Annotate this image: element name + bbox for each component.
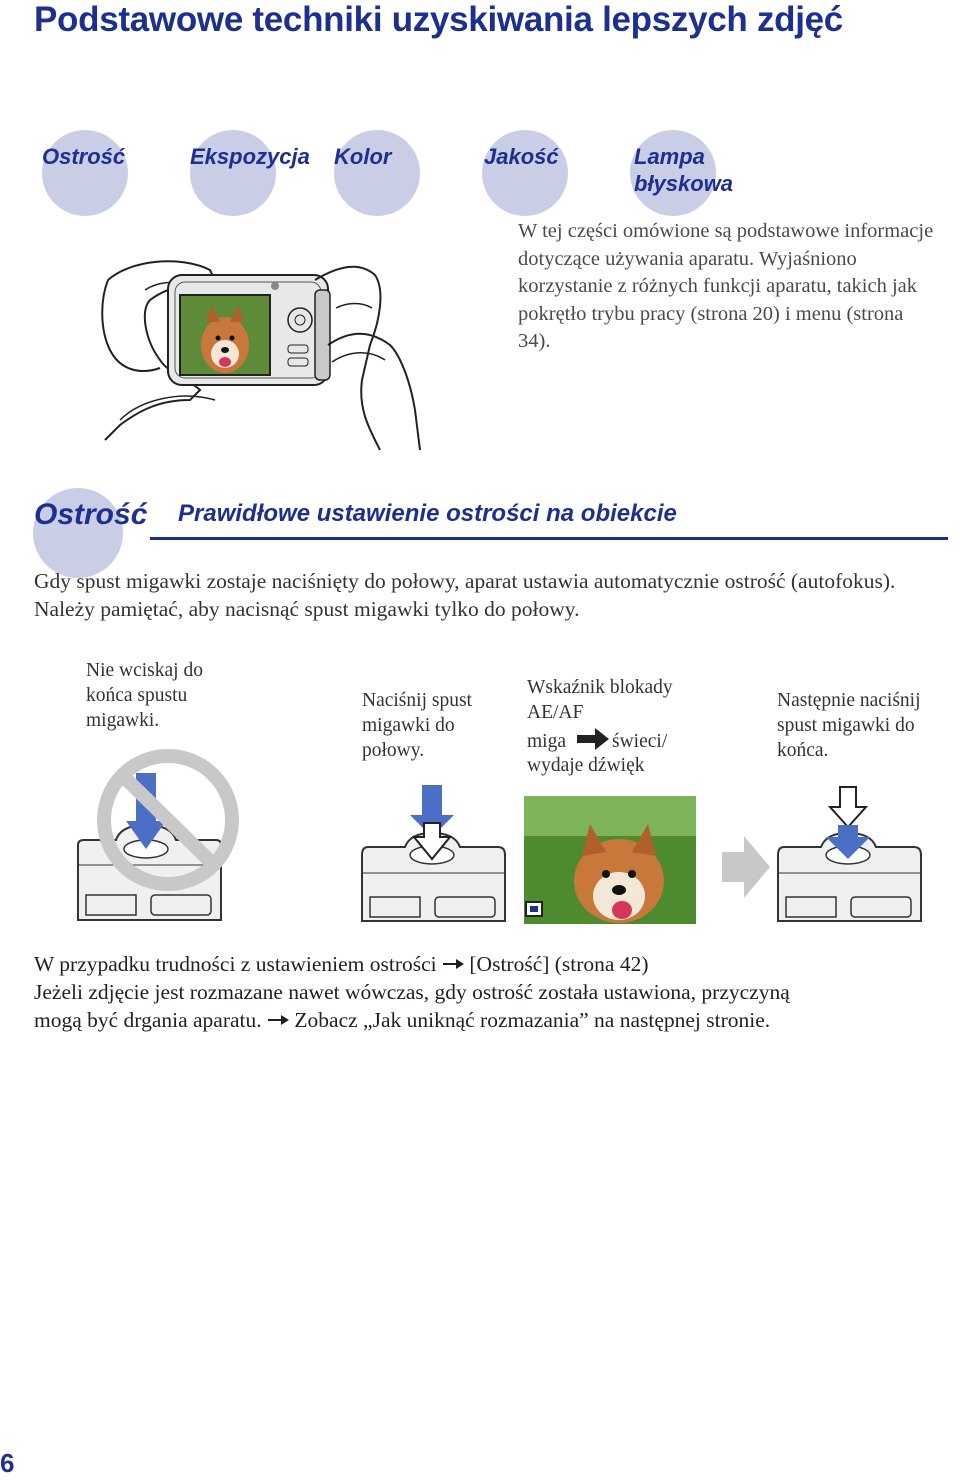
step-full-caption: Następnie naciśnij spust migawki do końca.: [777, 690, 921, 761]
arrow-right-icon: [577, 728, 609, 750]
step-indicator-beep: wydaje dźwięk: [527, 755, 645, 776]
section-rule: [150, 537, 948, 540]
step-indicator-lit: świeci/: [612, 731, 668, 752]
footer-line-3-text: mogą być drgania aparatu.: [34, 1008, 262, 1032]
footer-line-3: [34, 1006, 954, 1034]
topic-flash: Lampa błyskowa: [634, 144, 734, 196]
footer-line-1-ref[interactable]: [Ostrość] (strona 42): [469, 952, 649, 976]
step-indicator-blink: miga: [527, 731, 566, 752]
camera-hands-illustration: [100, 250, 440, 450]
topic-quality: Jakość: [484, 144, 559, 169]
next-step-arrow-icon: [722, 836, 770, 898]
footer-line-2: Jeżeli zdjęcie jest rozmazane nawet wówczas, gdy ostrość została ustawiona, przyczyną: [34, 980, 790, 1004]
step-half-caption: Naciśnij spust migawki do połowy.: [362, 690, 472, 761]
topic-color: Kolor: [334, 144, 392, 169]
section-subheading: Prawidłowe ustawienie ostrości na obiekcie: [178, 500, 677, 527]
page-number: 6: [0, 1448, 15, 1478]
full-press-illustration: [776, 785, 926, 925]
topic-exposure: Ekspozycja: [190, 144, 310, 169]
section-paragraph: Gdy spust migawki zostaje naciśnięty do połowy, aparat ustawia automatycznie ostrość (autofokus). Należy pamiętać, aby nacisnąć spust migawki tylko do połowy.: [34, 569, 896, 621]
prohibited-press-illustration: [76, 745, 246, 925]
lcd-preview-photo: [524, 796, 696, 924]
section-heading: Ostrość: [34, 498, 148, 531]
half-press-illustration: [360, 785, 510, 925]
step-indicator-title: Wskaźnik blokady AE/AF: [527, 677, 673, 723]
footer-line-3-ref[interactable]: Zobacz „Jak uniknąć rozmazania” na następnej stronie.: [294, 1008, 771, 1032]
footer-line-1-text: W przypadku trudności z ustawieniem ostrości: [34, 952, 437, 976]
intro-paragraph: W tej części omówione są podstawowe informacje dotyczące używania aparatu. Wyjaśniono korzystanie z różnych funkcji aparatu, takich jak pokrętło trybu pracy (strona 20) i menu (strona 34).: [518, 220, 934, 352]
arrow-right-icon: [442, 958, 464, 970]
footer-line-1: [34, 950, 954, 978]
page-title: Podstawowe techniki uzyskiwania lepszych zdjęć: [34, 0, 843, 39]
topic-focus: Ostrość: [42, 144, 126, 169]
step-dont-caption: Nie wciskaj do końca spustu migawki.: [86, 660, 203, 731]
arrow-right-icon: [267, 1014, 289, 1026]
